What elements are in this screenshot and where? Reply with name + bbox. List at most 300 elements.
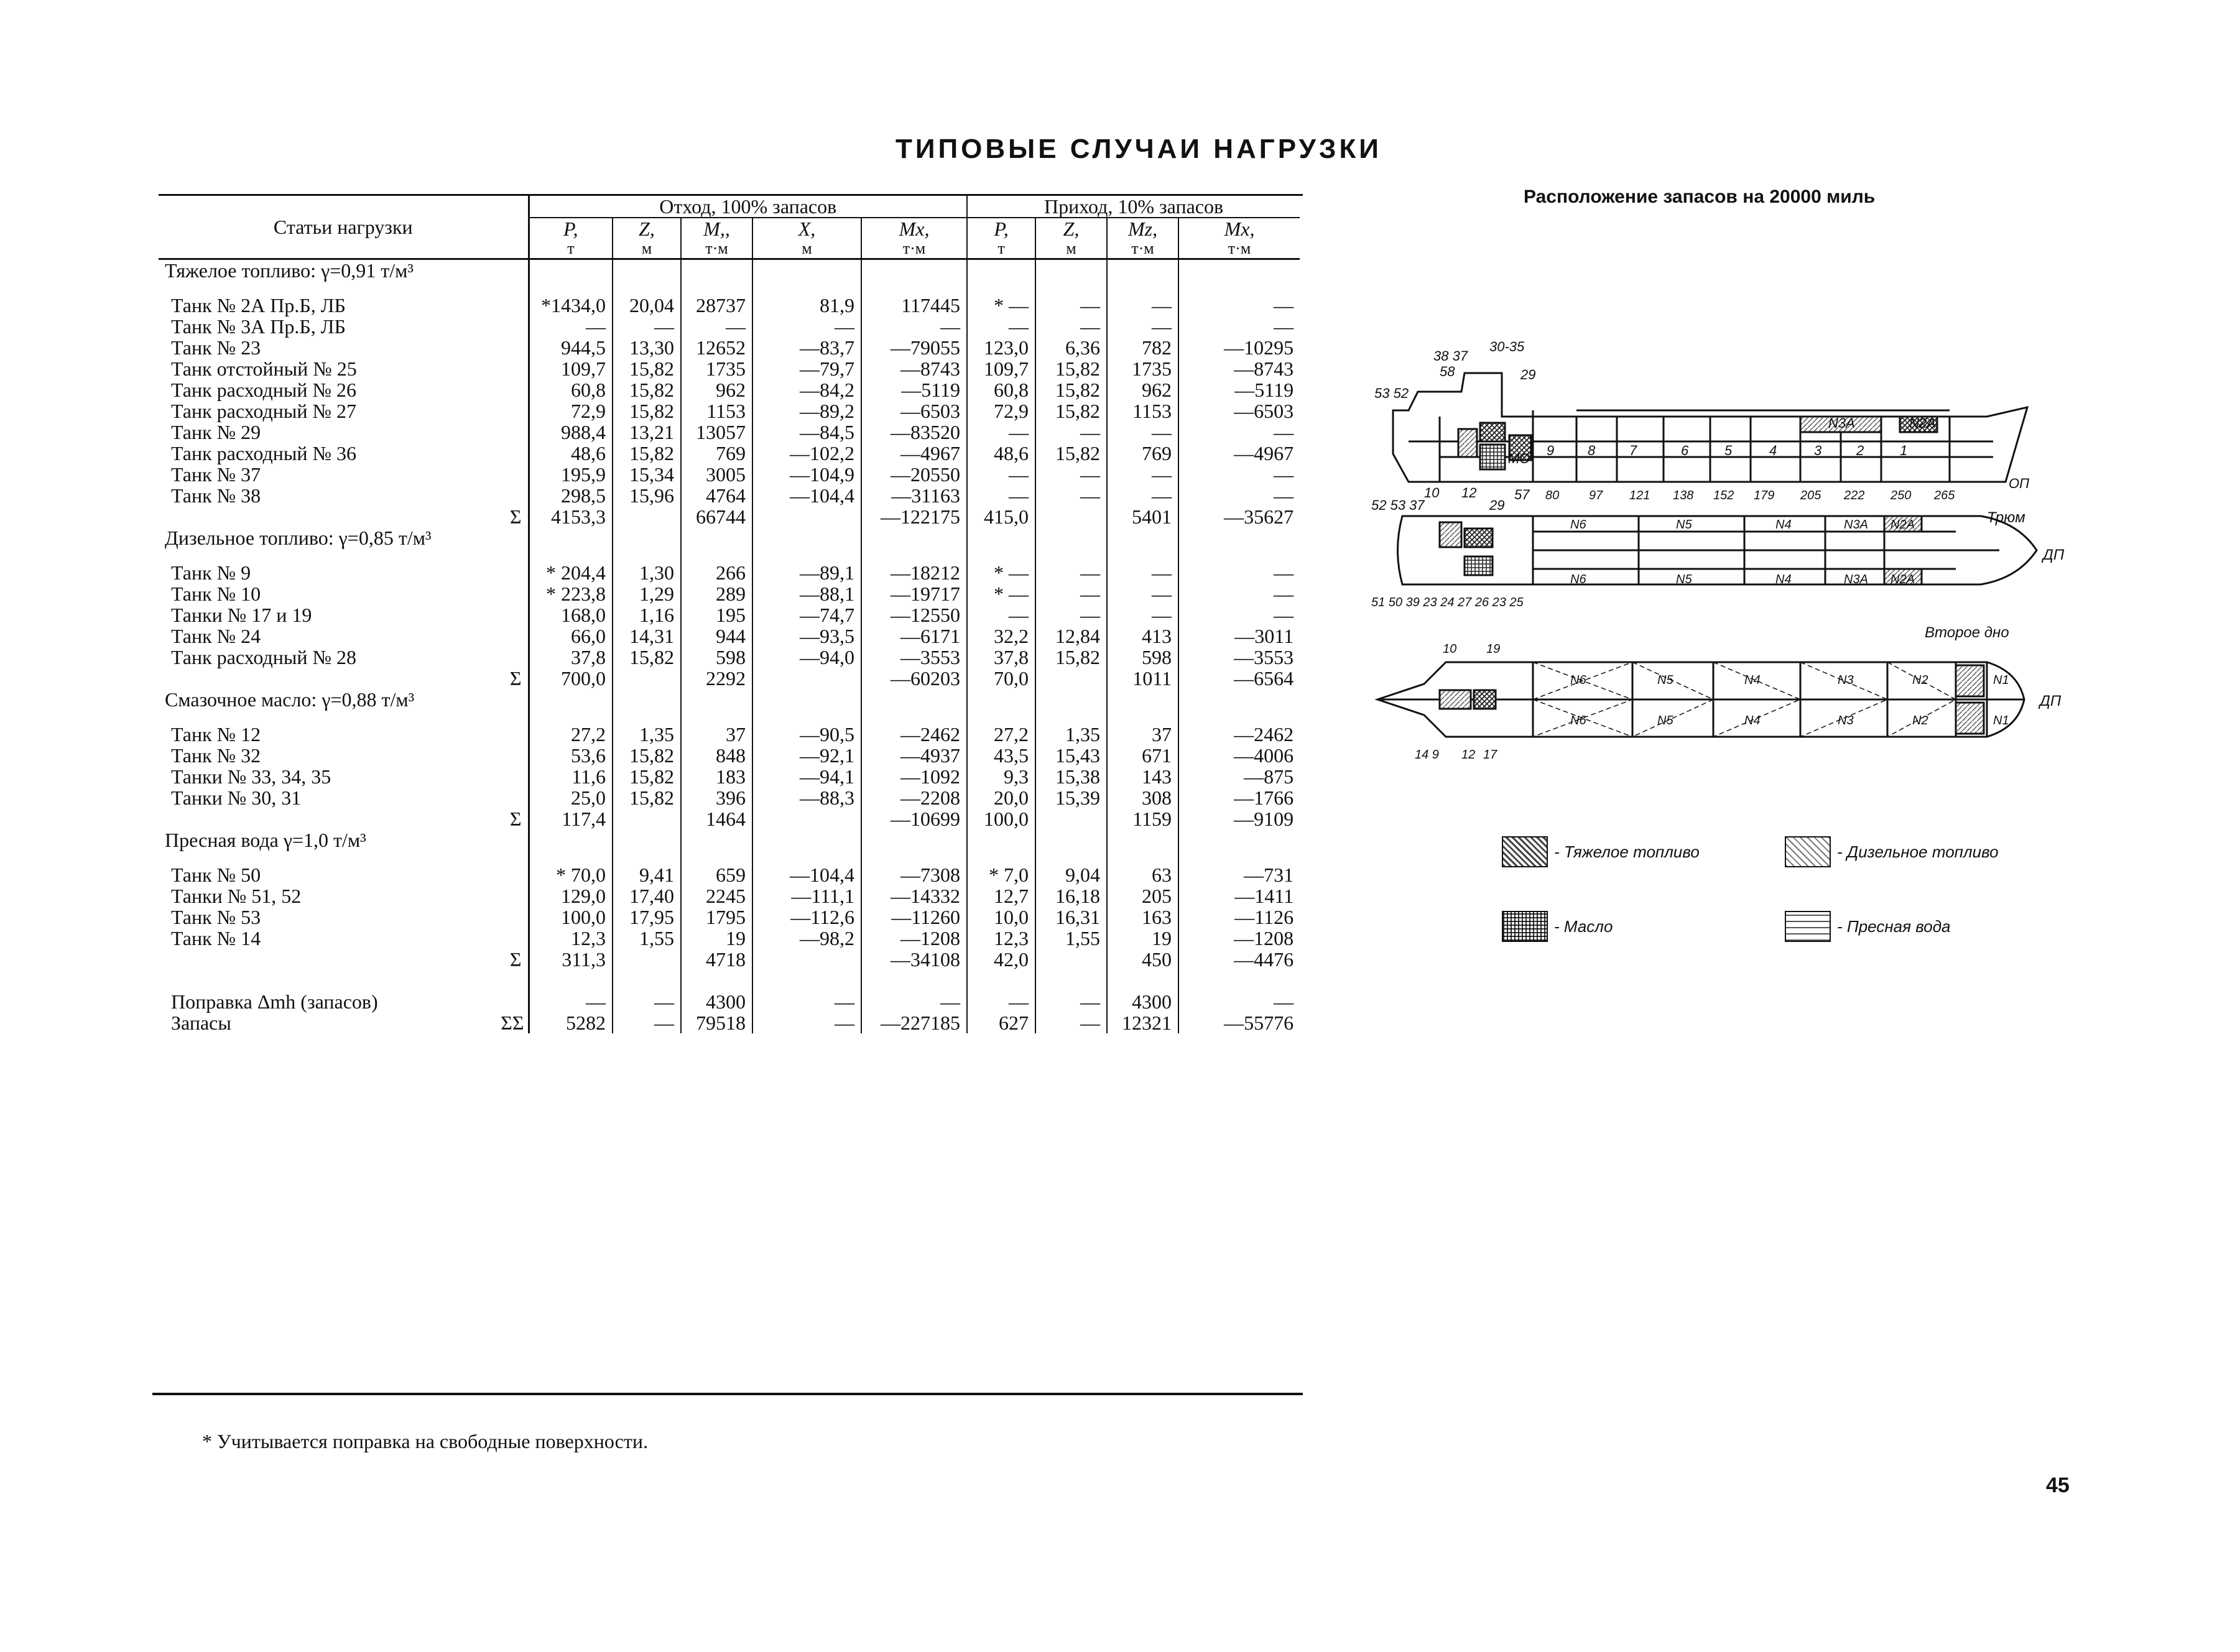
value-cell: 700,0	[529, 668, 613, 689]
value-cell: —6503	[1178, 400, 1300, 422]
value-cell: 117445	[861, 295, 967, 316]
value-cell: 205	[1107, 885, 1178, 907]
empty-cell	[1107, 259, 1178, 282]
table-row	[159, 625, 1300, 647]
db-n6: N6	[1570, 673, 1586, 687]
value-cell: —4967	[1178, 443, 1300, 464]
value-cell: 42,0	[967, 949, 1035, 970]
callout-52-53-37: 52 53 37	[1371, 497, 1425, 513]
value-cell: 100,0	[967, 808, 1035, 829]
value-cell: —	[752, 991, 861, 1012]
empty-cell	[613, 527, 681, 548]
value-cell: 671	[1107, 745, 1178, 766]
value-cell: 4153,3	[529, 506, 613, 527]
value-cell: —11260	[861, 907, 967, 928]
value-cell: 598	[681, 647, 752, 668]
value-cell: 195	[681, 604, 752, 625]
value-cell: 117,4	[529, 808, 613, 829]
table-row	[159, 583, 1300, 604]
table-row	[159, 316, 1300, 337]
empty-cell	[861, 970, 967, 991]
value-cell: 2245	[681, 885, 752, 907]
value-cell: —	[1107, 295, 1178, 316]
empty-cell	[1178, 970, 1300, 991]
callout-10: 10	[1424, 485, 1440, 501]
value-cell: 15,82	[1035, 379, 1107, 400]
value-cell: —2208	[861, 787, 967, 808]
loading-table	[159, 196, 1300, 1033]
dp-label-db: ДП	[2040, 693, 2062, 709]
value-cell: 81,9	[752, 295, 861, 316]
value-cell: 17,40	[613, 885, 681, 907]
value-cell: —	[1035, 464, 1107, 485]
value-cell: —	[1107, 464, 1178, 485]
empty-cell	[1035, 281, 1107, 295]
empty-cell	[159, 970, 529, 991]
value-cell: 13,21	[613, 422, 681, 443]
value-cell: 72,9	[967, 400, 1035, 422]
oil-swatch	[1502, 911, 1548, 942]
value-cell: —1092	[861, 766, 967, 787]
value-cell: 109,7	[967, 358, 1035, 379]
plan-n6: N6	[1570, 518, 1586, 532]
value-cell: 60,8	[529, 379, 613, 400]
empty-cell	[1035, 689, 1107, 710]
value-cell: 27,2	[967, 724, 1035, 745]
value-cell: —	[1178, 295, 1300, 316]
page-number: 45	[2046, 1474, 2070, 1497]
empty-cell	[1035, 829, 1107, 851]
value-cell: —104,9	[752, 464, 861, 485]
row-label: Танк № 53	[171, 906, 261, 928]
db-callout-10: 10	[1443, 642, 1457, 656]
value-cell: —88,3	[752, 787, 861, 808]
value-cell: 123,0	[967, 337, 1035, 358]
value-cell: 15,96	[613, 485, 681, 506]
tank-arrangement-diagram	[1365, 323, 2080, 771]
value-cell: 15,82	[613, 358, 681, 379]
spacer-row	[159, 851, 1300, 864]
empty-cell	[967, 829, 1035, 851]
hold-8: 8	[1588, 443, 1596, 458]
table-row	[159, 864, 1300, 885]
table-row	[159, 907, 1300, 928]
row-label: Танк № 3А Пр.Б, ЛБ	[171, 315, 346, 338]
value-cell: —79055	[861, 337, 967, 358]
sum-row	[159, 506, 1300, 527]
empty-cell	[967, 548, 1035, 562]
value-cell: —122175	[861, 506, 967, 527]
table-row	[159, 885, 1300, 907]
value-cell: —4006	[1178, 745, 1300, 766]
value-cell: —	[967, 316, 1035, 337]
value-cell: —14332	[861, 885, 967, 907]
empty-cell	[159, 710, 529, 724]
db-callout-12: 12	[1461, 748, 1476, 762]
value-cell: —83520	[861, 422, 967, 443]
value-cell: —	[967, 604, 1035, 625]
empty-cell	[861, 259, 967, 282]
value-cell: 12321	[1107, 1012, 1178, 1033]
value-cell: 16,31	[1035, 907, 1107, 928]
value-cell: 100,0	[529, 907, 613, 928]
sum-row	[159, 808, 1300, 829]
value-cell: —	[1107, 604, 1178, 625]
value-cell: 13057	[681, 422, 752, 443]
value-cell: —2462	[861, 724, 967, 745]
value-cell: 10,0	[967, 907, 1035, 928]
value-cell: —	[1107, 422, 1178, 443]
value-cell: —89,2	[752, 400, 861, 422]
table-row	[159, 745, 1300, 766]
value-cell	[752, 668, 861, 689]
value-cell: 60,8	[967, 379, 1035, 400]
row-label: Танк № 12	[171, 723, 261, 745]
empty-cell	[1035, 710, 1107, 724]
value-cell: 43,5	[967, 745, 1035, 766]
value-cell: 15,82	[613, 443, 681, 464]
empty-cell	[613, 851, 681, 864]
empty-cell	[159, 548, 529, 562]
value-cell: 944	[681, 625, 752, 647]
value-cell: 311,3	[529, 949, 613, 970]
value-cell: 15,39	[1035, 787, 1107, 808]
value-cell: —4967	[861, 443, 967, 464]
column-header	[861, 218, 967, 259]
value-cell: 15,43	[1035, 745, 1107, 766]
fresh-water-swatch	[1785, 911, 1831, 942]
value-cell: 20,0	[967, 787, 1035, 808]
empty-cell	[861, 281, 967, 295]
value-cell	[1035, 506, 1107, 527]
value-cell: 1153	[681, 400, 752, 422]
double-bottom-label: Второе дно	[1925, 624, 2009, 641]
sum-symbol: Σ	[509, 667, 522, 690]
value-cell	[1035, 668, 1107, 689]
plan-view-hold	[1398, 516, 2037, 584]
db-callout-17: 17	[1483, 748, 1497, 762]
value-cell: —	[1035, 422, 1107, 443]
value-cell: —10295	[1178, 337, 1300, 358]
table-row	[159, 647, 1300, 668]
row-label: Танки № 51, 52	[171, 885, 302, 907]
section-heading-row	[159, 689, 1300, 710]
value-cell: —	[861, 316, 967, 337]
empty-cell	[613, 829, 681, 851]
empty-cell	[1178, 527, 1300, 548]
value-cell: 5282	[529, 1012, 613, 1033]
empty-cell	[529, 851, 613, 864]
value-cell: 659	[681, 864, 752, 885]
column-unit: т·м	[902, 239, 926, 257]
value-cell: 168,0	[529, 604, 613, 625]
value-cell: 1,16	[613, 604, 681, 625]
op-label: ОП	[2009, 476, 2030, 491]
legend-diesel-fuel	[1785, 836, 1999, 867]
value-cell: * 204,4	[529, 562, 613, 583]
plan-n4-b: N4	[1775, 573, 1792, 586]
value-cell: —84,5	[752, 422, 861, 443]
empty-cell	[861, 548, 967, 562]
value-cell: 37	[681, 724, 752, 745]
column-symbol: Mz,	[1127, 218, 1158, 240]
value-cell: —35627	[1178, 506, 1300, 527]
value-cell: 1,35	[1035, 724, 1107, 745]
value-cell: 15,82	[1035, 400, 1107, 422]
value-cell: 396	[681, 787, 752, 808]
value-cell: —8743	[861, 358, 967, 379]
value-cell: —19717	[861, 583, 967, 604]
empty-cell	[861, 689, 967, 710]
column-header	[681, 218, 752, 259]
value-cell: —	[1107, 316, 1178, 337]
value-cell: 183	[681, 766, 752, 787]
column-symbol: P,	[563, 218, 578, 240]
loading-table-wrap	[159, 196, 1300, 1033]
value-cell: —	[1035, 583, 1107, 604]
db-n5-b: N5	[1657, 714, 1673, 727]
column-unit: т·м	[1131, 239, 1154, 257]
value-cell: —1126	[1178, 907, 1300, 928]
value-cell: —	[681, 316, 752, 337]
sum-row	[159, 668, 1300, 689]
value-cell: —104,4	[752, 485, 861, 506]
empty-cell	[1178, 548, 1300, 562]
value-cell: 66744	[681, 506, 752, 527]
row-label: Танки № 30, 31	[171, 787, 302, 809]
value-cell: —3553	[861, 647, 967, 668]
value-cell: 129,0	[529, 885, 613, 907]
value-cell: —	[1035, 604, 1107, 625]
value-cell: —88,1	[752, 583, 861, 604]
table-row	[159, 379, 1300, 400]
empty-cell	[613, 259, 681, 282]
sum-row	[159, 949, 1300, 970]
empty-cell	[613, 970, 681, 991]
frame-number: 138	[1673, 489, 1694, 502]
value-cell: 15,34	[613, 464, 681, 485]
value-cell: —12550	[861, 604, 967, 625]
hold-6: 6	[1681, 443, 1689, 458]
value-cell: 4300	[1107, 991, 1178, 1012]
value-cell: —20550	[861, 464, 967, 485]
value-cell: —	[1178, 464, 1300, 485]
value-cell: 598	[1107, 647, 1178, 668]
empty-cell	[613, 548, 681, 562]
empty-cell	[1107, 710, 1178, 724]
value-cell: 1,29	[613, 583, 681, 604]
empty-cell	[1035, 548, 1107, 562]
value-cell: —92,1	[752, 745, 861, 766]
table-bottom-rule	[152, 1393, 1303, 1395]
empty-cell	[1178, 281, 1300, 295]
column-unit: м	[1066, 239, 1076, 257]
value-cell: —	[1107, 583, 1178, 604]
db-n3-b: N3	[1838, 714, 1854, 727]
empty-cell	[529, 281, 613, 295]
db-n1: N1	[1993, 673, 2009, 687]
total-sigma: ΣΣ	[501, 1012, 524, 1034]
value-cell: —	[1035, 485, 1107, 506]
value-cell	[613, 949, 681, 970]
value-cell: —	[1178, 562, 1300, 583]
value-cell: 53,6	[529, 745, 613, 766]
callout-57: 57	[1514, 487, 1530, 502]
section-heading-row	[159, 829, 1300, 851]
empty-cell	[681, 851, 752, 864]
legend-oil	[1502, 911, 1613, 942]
value-cell: 15,82	[613, 379, 681, 400]
frame-number: 97	[1589, 489, 1603, 502]
value-cell: 66,0	[529, 625, 613, 647]
value-cell: 15,82	[613, 647, 681, 668]
value-cell: 109,7	[529, 358, 613, 379]
value-cell: 450	[1107, 949, 1178, 970]
value-cell: —1208	[1178, 928, 1300, 949]
value-cell: —2462	[1178, 724, 1300, 745]
value-cell: —	[1178, 422, 1300, 443]
value-cell: 15,82	[613, 745, 681, 766]
value-cell: 37	[1107, 724, 1178, 745]
value-cell: 1011	[1107, 668, 1178, 689]
value-cell: 988,4	[529, 422, 613, 443]
empty-cell	[529, 970, 613, 991]
value-cell: —	[967, 422, 1035, 443]
hold-4: 4	[1769, 443, 1777, 458]
empty-cell	[752, 281, 861, 295]
value-cell: 782	[1107, 337, 1178, 358]
group-departure: Отход, 100% запасов	[529, 196, 967, 218]
section-heading: Смазочное масло: γ=0,88 т/м³	[165, 688, 415, 711]
value-cell: —90,5	[752, 724, 861, 745]
value-cell	[613, 808, 681, 829]
callout-38-37: 38 37	[1433, 348, 1468, 364]
table-row	[159, 443, 1300, 464]
db-n3: N3	[1838, 673, 1854, 687]
value-cell: —	[1178, 604, 1300, 625]
value-cell: 1464	[681, 808, 752, 829]
value-cell: 63	[1107, 864, 1178, 885]
frame-number: 80	[1545, 489, 1560, 502]
value-cell: —111,1	[752, 885, 861, 907]
empty-cell	[681, 970, 752, 991]
value-cell: 1,55	[1035, 928, 1107, 949]
value-cell: 37,8	[967, 647, 1035, 668]
empty-cell	[529, 527, 613, 548]
value-cell: —875	[1178, 766, 1300, 787]
legend-oil-label: - Масло	[1554, 916, 1613, 936]
empty-cell	[752, 527, 861, 548]
empty-cell	[967, 851, 1035, 864]
empty-cell	[1178, 259, 1300, 282]
value-cell: 848	[681, 745, 752, 766]
frame-number: 250	[1891, 489, 1912, 502]
value-cell	[1035, 949, 1107, 970]
plan-n2a-b: N2A	[1891, 573, 1915, 586]
table-row	[159, 400, 1300, 422]
value-cell: —	[1178, 316, 1300, 337]
column-header	[967, 218, 1035, 259]
value-cell: 3005	[681, 464, 752, 485]
row-label: Танк № 10	[171, 583, 261, 605]
column-symbol: M,,	[703, 218, 730, 240]
value-cell: —89,1	[752, 562, 861, 583]
hold-5: 5	[1724, 443, 1733, 458]
value-cell: —94,1	[752, 766, 861, 787]
value-cell: 1,35	[613, 724, 681, 745]
value-cell: 12,3	[967, 928, 1035, 949]
row-label: Танк № 37	[171, 463, 261, 486]
value-cell: 415,0	[967, 506, 1035, 527]
value-cell: 298,5	[529, 485, 613, 506]
value-cell: —1208	[861, 928, 967, 949]
total-row	[159, 1012, 1300, 1033]
column-symbol: P,	[994, 218, 1009, 240]
section-heading: Тяжелое топливо: γ=0,91 т/м³	[165, 259, 414, 282]
legend-heavy-fuel	[1502, 836, 1700, 867]
empty-cell	[1178, 829, 1300, 851]
row-label: Танк № 32	[171, 744, 261, 767]
plan-n3a: N3A	[1844, 518, 1868, 532]
row-label: Танк № 9	[171, 561, 251, 584]
value-cell: —	[967, 485, 1035, 506]
frame-numbers	[1545, 489, 1955, 502]
value-cell: —	[752, 316, 861, 337]
empty-cell	[1107, 970, 1178, 991]
empty-cell	[967, 259, 1035, 282]
value-cell: —34108	[861, 949, 967, 970]
column-header	[1035, 218, 1107, 259]
value-cell: 13,30	[613, 337, 681, 358]
empty-cell	[681, 548, 752, 562]
mo-label: МО	[1508, 451, 1530, 466]
value-cell: —60203	[861, 668, 967, 689]
empty-cell	[1107, 281, 1178, 295]
value-cell: 4718	[681, 949, 752, 970]
value-cell: —	[1178, 583, 1300, 604]
diesel-fuel-swatch	[1785, 836, 1831, 867]
side-title: Расположение запасов на 20000 миль	[1524, 187, 1876, 207]
empty-cell	[861, 851, 967, 864]
value-cell: —	[1178, 991, 1300, 1012]
value-cell: 163	[1107, 907, 1178, 928]
value-cell: 79518	[681, 1012, 752, 1033]
column-unit: т	[567, 239, 575, 257]
value-cell: 15,82	[613, 787, 681, 808]
value-cell: —6564	[1178, 668, 1300, 689]
empty-cell	[1035, 527, 1107, 548]
value-cell: —104,4	[752, 864, 861, 885]
empty-cell	[681, 710, 752, 724]
footnote: * Учитывается поправка на свободные поверхности.	[202, 1430, 648, 1452]
value-cell: 2292	[681, 668, 752, 689]
value-cell: —	[1035, 991, 1107, 1012]
row-label: Поправка Δmh (запасов)	[171, 990, 378, 1013]
value-cell: —5119	[1178, 379, 1300, 400]
value-cell: —	[1035, 1012, 1107, 1033]
value-cell: 12,3	[529, 928, 613, 949]
value-cell: —	[1035, 316, 1107, 337]
empty-cell	[752, 689, 861, 710]
column-header	[613, 218, 681, 259]
empty-cell	[681, 281, 752, 295]
db-n1-b: N1	[1993, 714, 2009, 727]
value-cell: —4476	[1178, 949, 1300, 970]
total-label-cell	[159, 1012, 529, 1033]
empty-cell	[861, 527, 967, 548]
value-cell: 9,41	[613, 864, 681, 885]
empty-cell	[752, 829, 861, 851]
